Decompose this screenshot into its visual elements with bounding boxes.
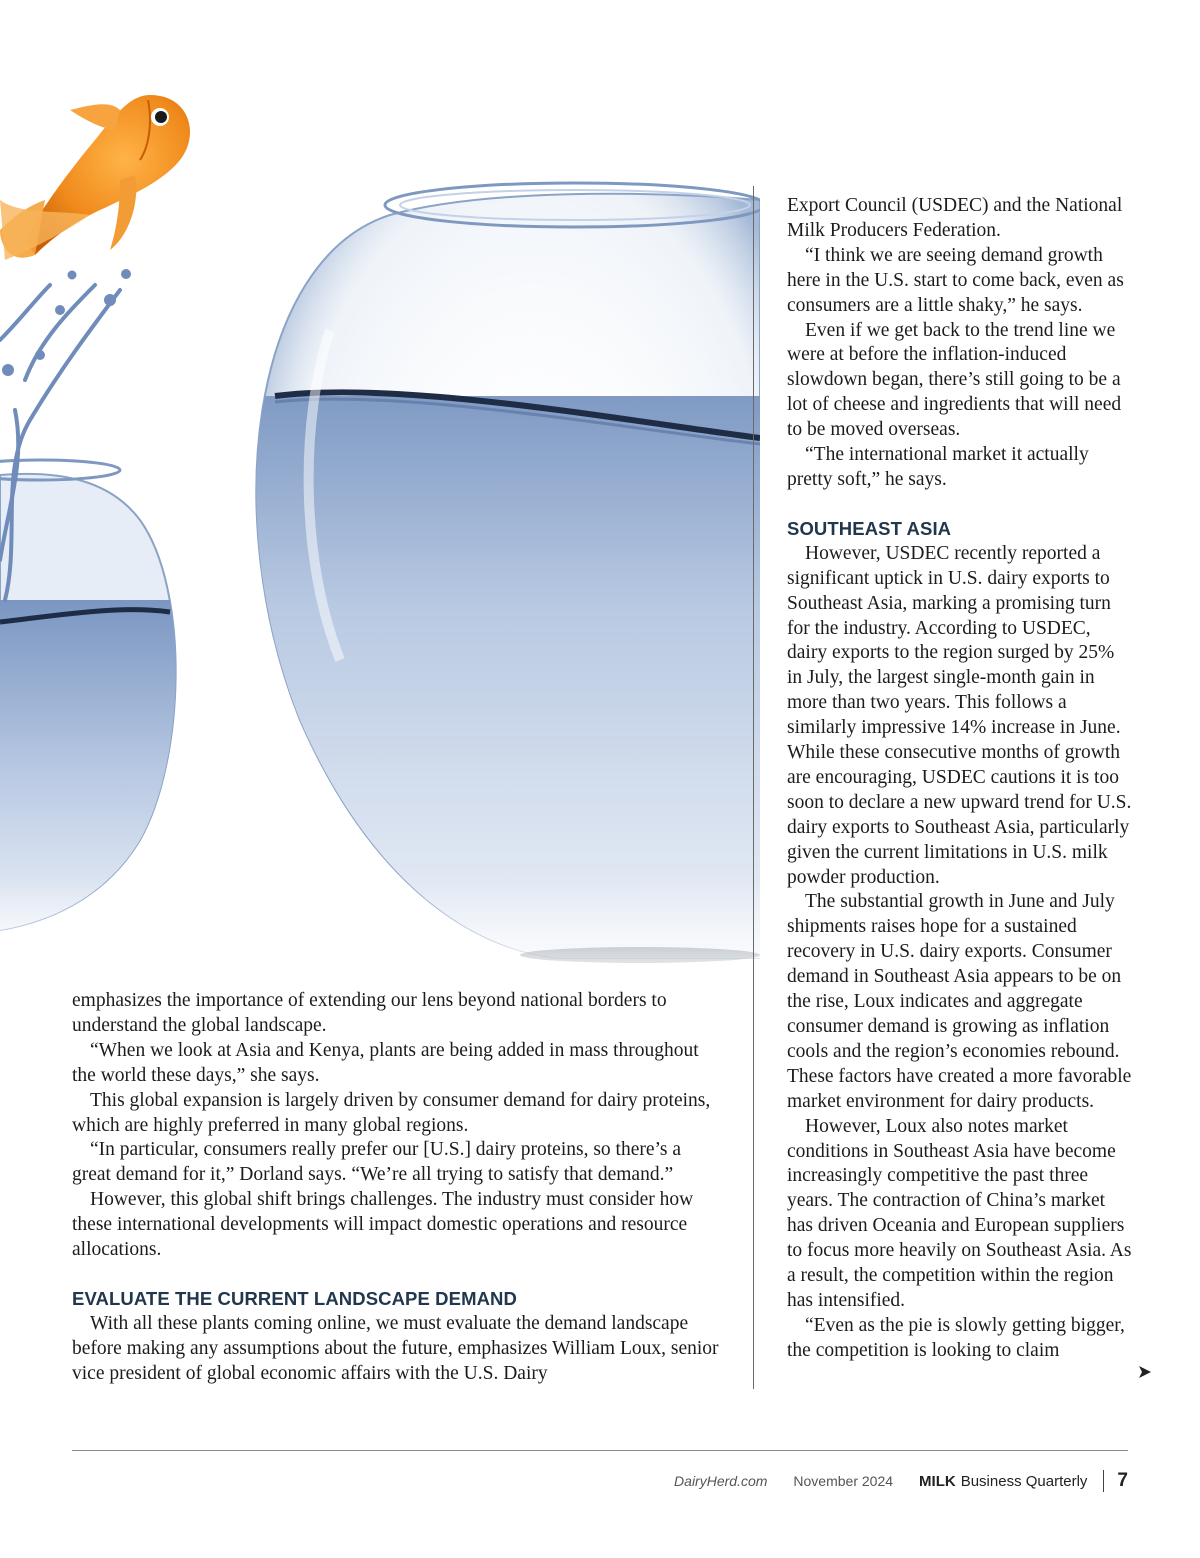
paragraph: However, USDEC recently reported a significant uptick in U.S. dairy exports to Southeast Asia, marking a promising turn for the industry. According to USDEC, dairy exports to the region surged by 25% in July, the largest single-month gain in more than two years. This follows a similarly impressive 14% increase in June. While these consecutive months of growth are encouraging, USDEC cautions it is too soon to declare a new upward trend for U.S. dairy exports to Southeast Asia, particularly given the current limitations in U.S. milk powder production. [787,542,1132,888]
large-fishbowl [200,183,760,990]
page-footer [674,1466,1128,1496]
goldfish-bowls-illustration [0,0,760,990]
paragraph: emphasizes the importance of extending our lens beyond national borders to understand the global landscape. [72,990,667,1036]
paragraph: “I think we are seeing demand growth here in the U.S. start to come back, even as consumers are a little shaky,” he says. [787,244,1124,316]
footer-separator [1103,1470,1104,1492]
footer-publication-bold: MILK [919,1472,956,1490]
footer-date: November 2024 [793,1473,894,1489]
paragraph: Export Council (USDEC) and the National Milk Producers Federation. [787,195,1123,241]
footer-rule [72,1450,1128,1451]
paragraph: “When we look at Asia and Kenya, plants are being added in mass throughout the world these days,” she says. [72,1039,699,1086]
left-column [72,989,720,1387]
right-column [787,194,1133,1364]
page-number: 7 [1117,1470,1128,1491]
paragraph: “The international market it actually pretty soft,” he says. [787,444,1089,490]
right-arrowhead-icon [1137,1364,1153,1380]
paragraph: The substantial growth in June and July shipments raises hope for a sustained recovery in U.S. dairy exports. Consumer demand in Southeast Asia appears to be on the rise, Loux indicates and aggregate consumer demand is growing as inflation cools and the region’s economies rebound. These factors have created a more favorable market environment for dairy products. [787,891,1132,1112]
section-heading: EVALUATE THE CURRENT LANDSCAPE DEMAND [72,1287,517,1309]
paragraph: However, Loux also notes market conditions in Southeast Asia have become increasingly competitive the past three years. The contraction of China’s market has driven Oceania and European suppliers to focus more heavily on Southeast Asia. As a result, the competition within the region has intensified. [787,1115,1132,1311]
paragraph: However, this global shift brings challenges. The industry must consider how these international developments will impact domestic operations and resource allocations. [72,1189,694,1261]
section-heading: SOUTHEAST ASIA [787,517,952,539]
paragraph: With all these plants coming online, we must evaluate the demand landscape before making any assumptions about the future, emphasizes William Loux, senior vice president of global economic affairs with the U.S. Dairy [72,1312,719,1384]
paragraph: “Even as the pie is slowly getting bigger, the competition is looking to claim [787,1314,1125,1361]
goldfish [0,95,190,260]
footer-site: DairyHerd.com [674,1473,768,1489]
paragraph: Even if we get back to the trend line we were at before the inflation-induced slowdown began, there’s still going to be a lot of cheese and ingredients that will need to be moved overseas. [787,319,1122,441]
paragraph: “In particular, consumers really prefer our [U.S.] dairy proteins, so there’s a great demand for it,” Dorland says. “We’re all trying to satisfy that demand.” [72,1139,682,1186]
column-divider [753,186,754,1389]
footer-publication: Business Quarterly [960,1472,1088,1490]
small-fishbowl [0,460,200,940]
paragraph: This global expansion is largely driven by consumer demand for dairy proteins, which are highly preferred in many global regions. [72,1089,711,1136]
